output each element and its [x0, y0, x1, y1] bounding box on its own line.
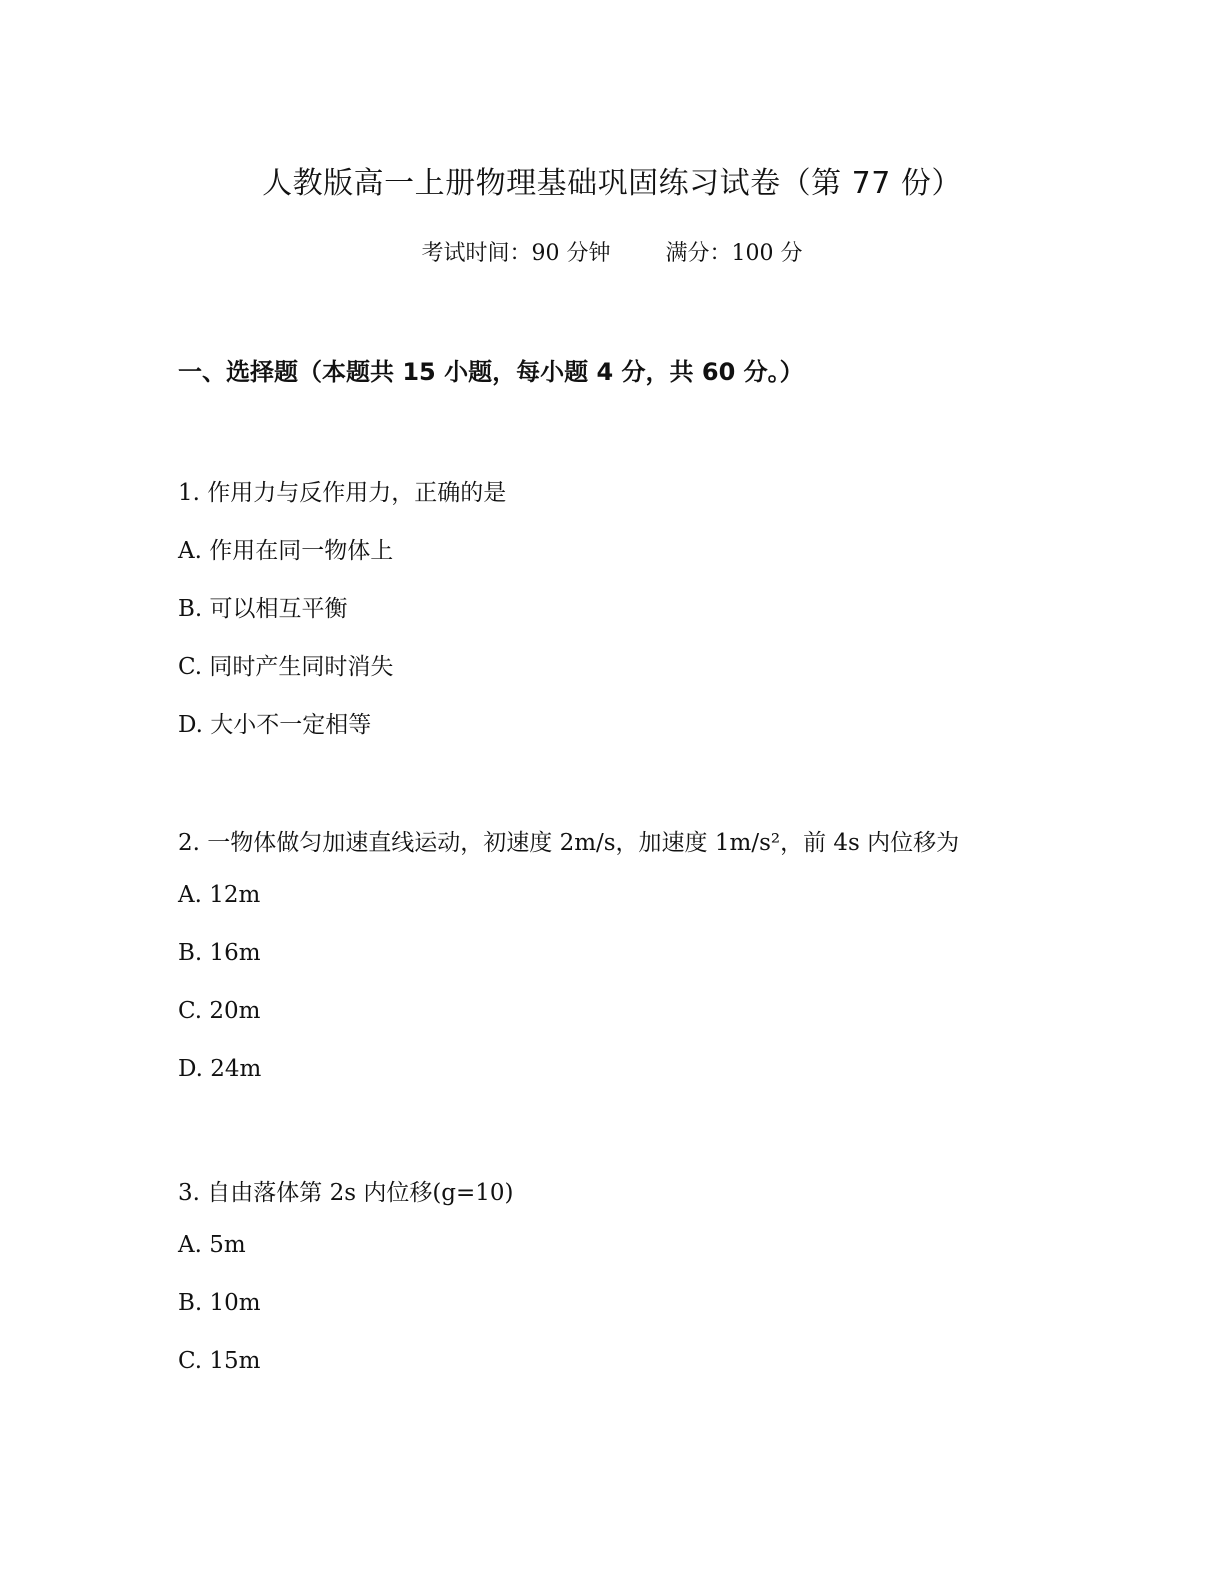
question-1-option-c: C. 同时产生同时消失	[178, 654, 394, 680]
question-1-option-d: D. 大小不一定相等	[178, 712, 372, 738]
question-1-option-b: B. 可以相互平衡	[178, 596, 348, 622]
question-2-stem: 2. 一物体做匀加速直线运动，初速度 2m/s，加速度 1m/s²，前 4s 内位移为	[178, 830, 960, 856]
page-title: 人教版高一上册物理基础巩固练习试卷（第 77 份）	[262, 166, 962, 201]
question-2-option-b: B. 16m	[178, 940, 261, 966]
question-2-option-a: A. 12m	[178, 882, 261, 908]
question-1-option-a: A. 作用在同一物体上	[178, 538, 394, 564]
question-2-option-d: D. 24m	[178, 1056, 262, 1082]
exam-time: 考试时间：90 分钟	[421, 241, 611, 266]
exam-info	[0, 236, 1224, 267]
section-heading: 一、选择题（本题共 15 小题，每小题 4 分，共 60 分。）	[178, 358, 804, 386]
question-3-stem: 3. 自由落体第 2s 内位移(g=10)	[178, 1180, 514, 1206]
question-1-stem: 1. 作用力与反作用力，正确的是	[178, 480, 507, 506]
question-3-option-c: C. 15m	[178, 1348, 261, 1374]
question-3-option-a: A. 5m	[178, 1232, 246, 1258]
full-score: 满分：100 分	[665, 241, 803, 266]
question-3-option-b: B. 10m	[178, 1290, 261, 1316]
question-2-option-c: C. 20m	[178, 998, 261, 1024]
